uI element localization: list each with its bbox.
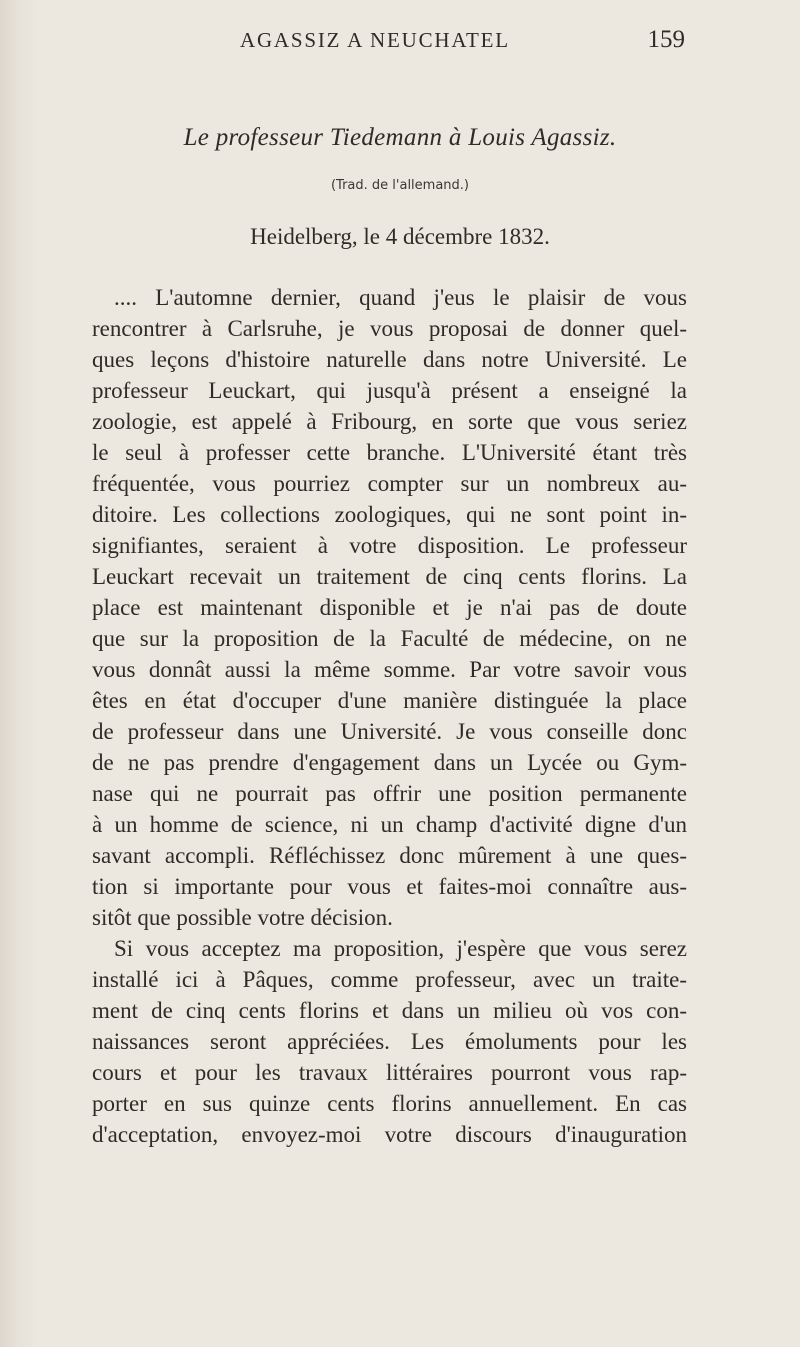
translation-note: (Trad. de l'allemand.) [330, 178, 469, 193]
body-line: ditoire. Les collections zoologiques, qui ne sont point in- [92, 502, 687, 527]
body-line: place est maintenant disponible et je n'ai pas de doute [92, 595, 687, 620]
body-line: fréquentée, vous pourriez compter sur un nombreux au- [92, 471, 687, 496]
body-line: de professeur dans une Université. Je vous conseille donc [92, 719, 687, 744]
body-line: naissances seront appréciées. Les émoluments pour les [92, 1029, 687, 1054]
body-line: vous donnât aussi la même somme. Par votre savoir vous [92, 657, 687, 682]
body-line: installé ici à Pâques, comme professeur, avec un traite- [92, 967, 687, 992]
body-line: sitôt que possible votre décision. [92, 905, 393, 930]
body-line: ques leçons d'histoire naturelle dans notre Université. Le [92, 347, 687, 372]
body-line: de ne pas prendre d'engagement dans un Lycée ou Gym- [92, 750, 687, 775]
body-line: professeur Leuckart, qui jusqu'à présent a enseigné la [92, 378, 687, 403]
running-title: AGASSIZ A NEUCHATEL [240, 28, 510, 52]
page-number: 159 [647, 26, 685, 53]
body-line: Leuckart recevait un traitement de cinq cents florins. La [92, 564, 687, 589]
body-line: rencontrer à Carlsruhe, je vous proposai de donner quel- [92, 316, 687, 341]
body-line: porter en sus quinze cents florins annuellement. En cas [92, 1091, 687, 1116]
dateline: Heidelberg, le 4 décembre 1832. [250, 224, 550, 249]
running-head [92, 28, 685, 56]
letter-title: Le professeur Tiedemann à Louis Agassiz. [183, 124, 617, 151]
body-line: à un homme de science, ni un champ d'activité digne d'un [92, 812, 687, 837]
body-line: nase qui ne pourrait pas offrir une position permanente [92, 781, 687, 806]
body-line: tion si importante pour vous et faites-moi connaître aus- [92, 874, 687, 899]
body-line: Si vous acceptez ma proposition, j'espère que vous serez [114, 936, 687, 961]
body-line: zoologie, est appelé à Fribourg, en sorte que vous seriez [92, 409, 687, 434]
body-line: ment de cinq cents florins et dans un milieu où vos con- [92, 998, 687, 1023]
body-line: le seul à professer cette branche. L'Université étant très [92, 440, 687, 465]
body-line: .... L'automne dernier, quand j'eus le plaisir de vous [114, 285, 687, 310]
body-line: savant accompli. Réfléchissez donc mûrement à une ques- [92, 843, 687, 868]
body-line: cours et pour les travaux littéraires pourront vous rap- [92, 1060, 687, 1085]
body-line: signifiantes, seraient à votre disposition. Le professeur [92, 533, 687, 558]
body-line: que sur la proposition de la Faculté de médecine, on ne [92, 626, 687, 651]
body-line: êtes en état d'occuper d'une manière distinguée la place [92, 688, 687, 713]
body-line: d'acceptation, envoyez-moi votre discours d'inauguration [92, 1122, 687, 1147]
